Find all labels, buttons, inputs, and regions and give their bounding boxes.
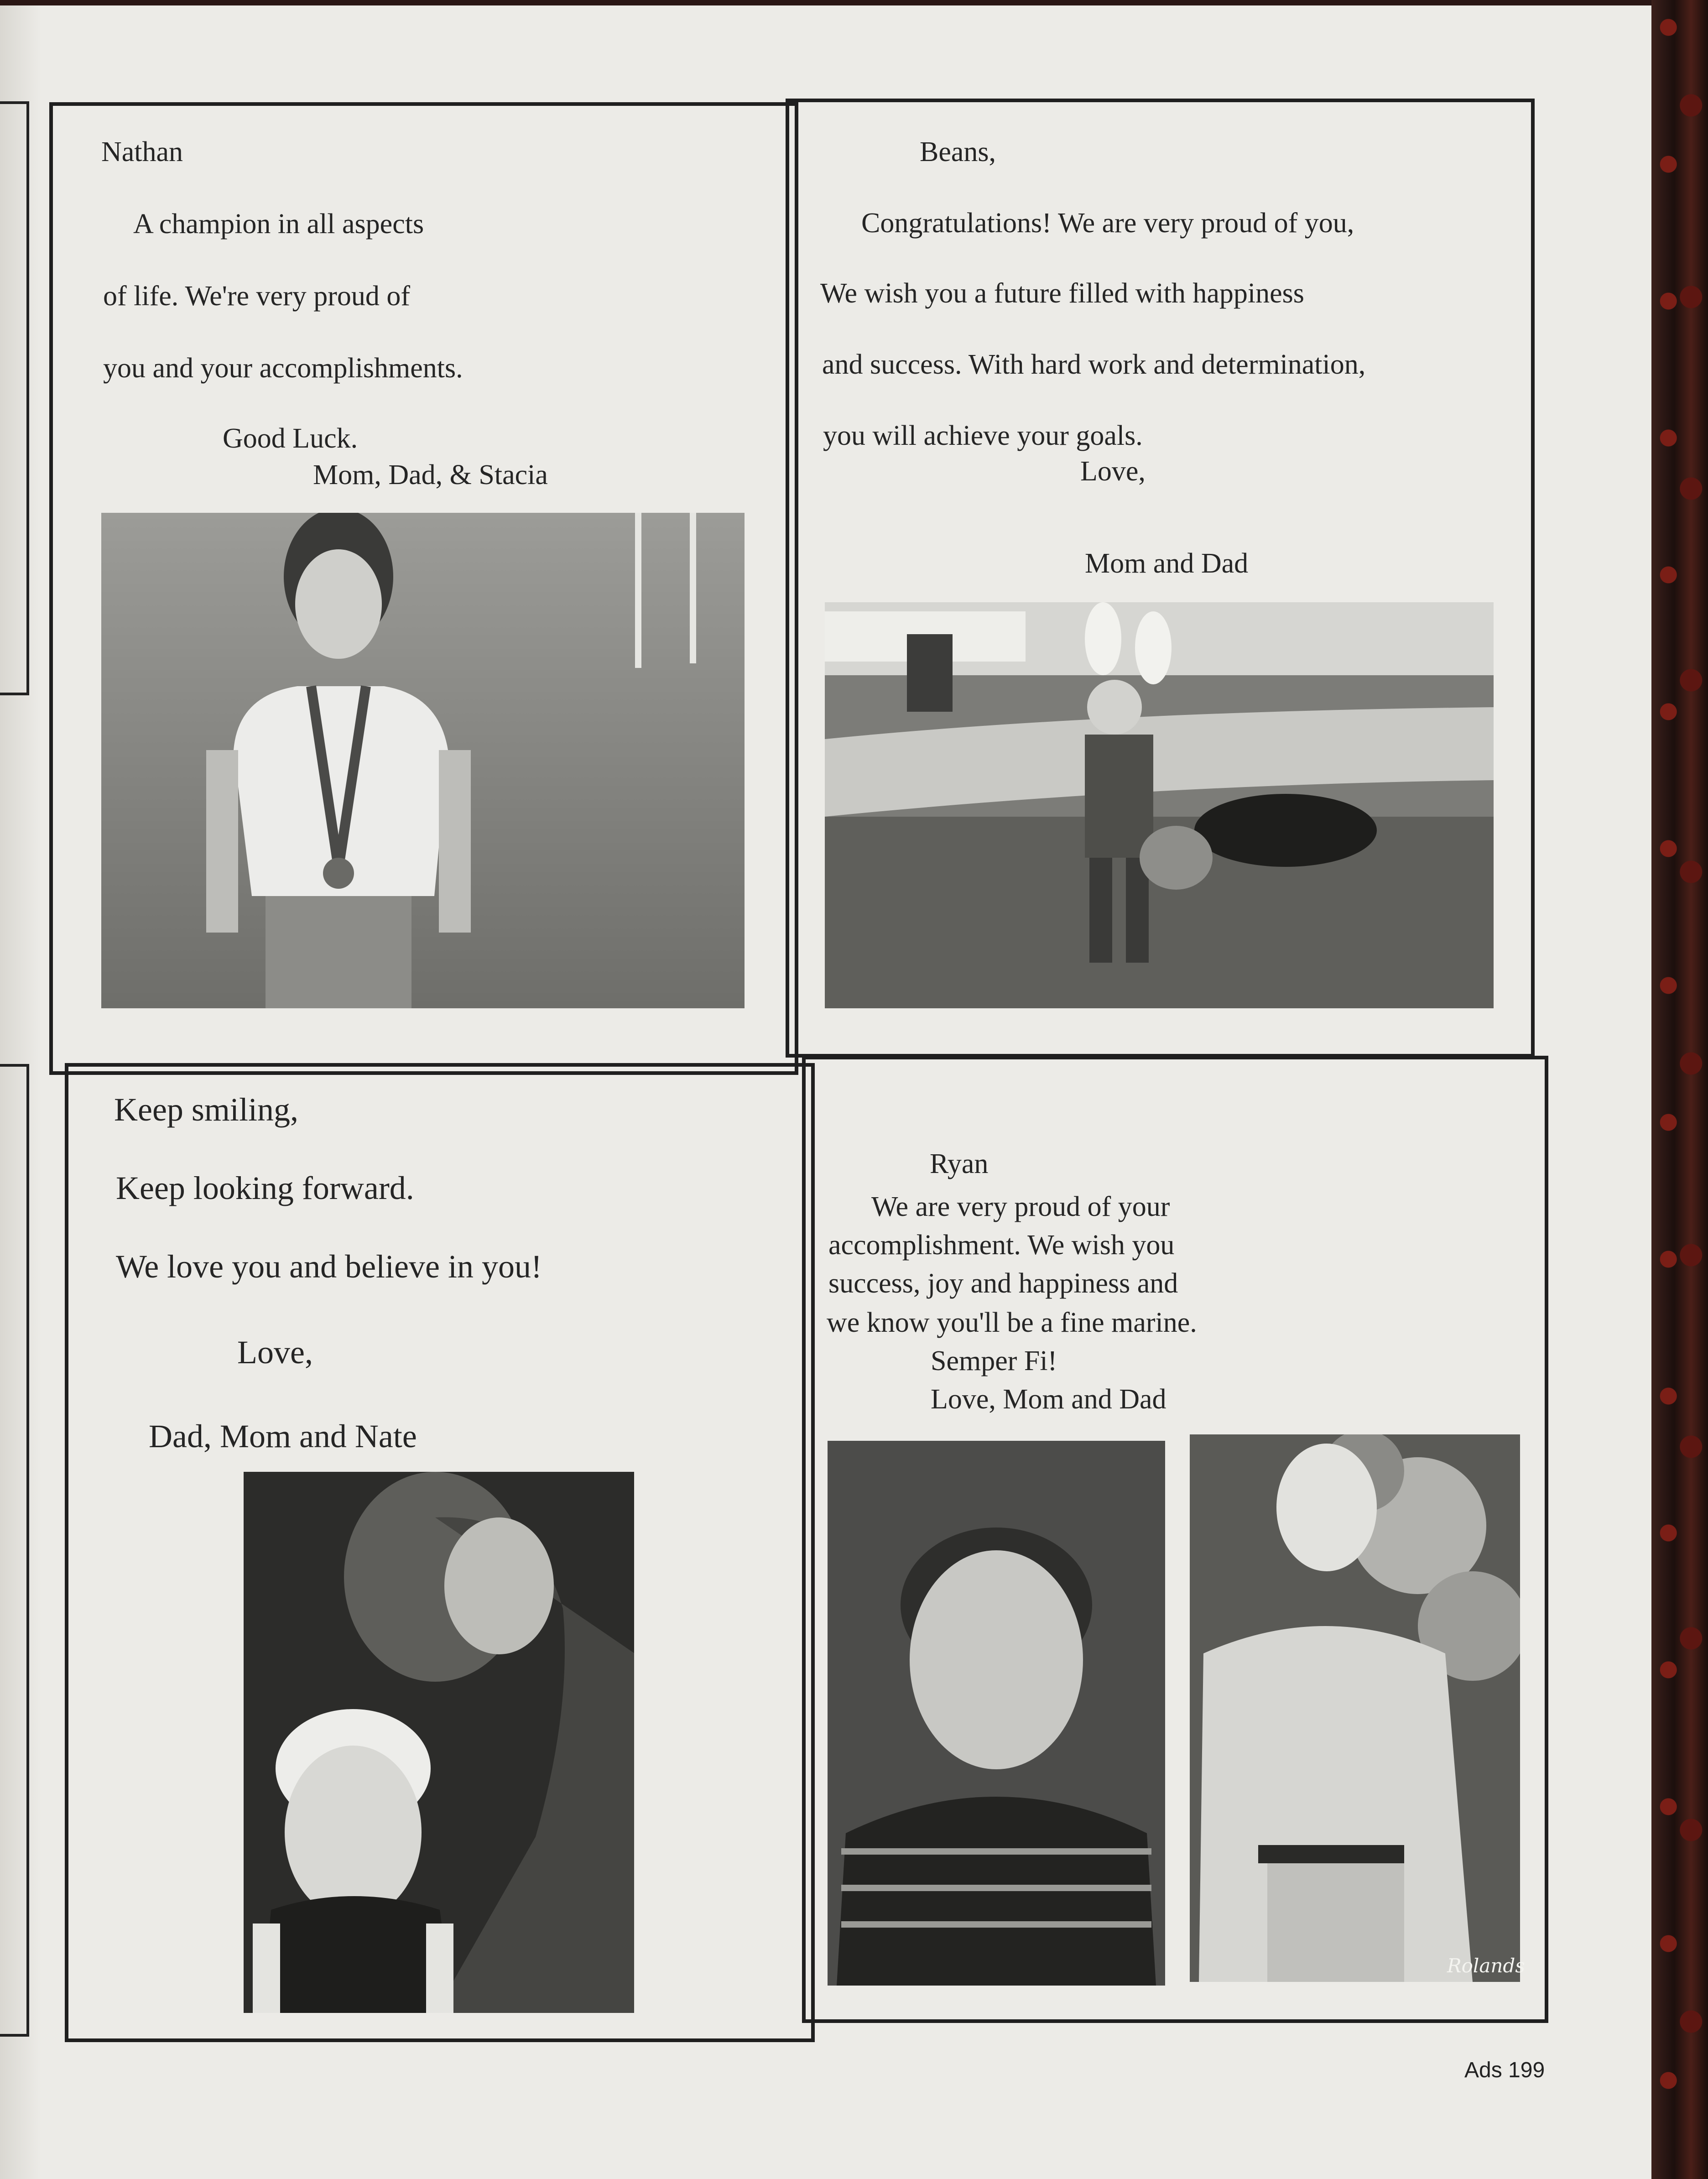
ad-signature: Dad, Mom and Nate xyxy=(149,1418,417,1454)
page-folio: Ads 199 xyxy=(1464,2058,1545,2082)
previous-page-frame-edge xyxy=(0,1064,29,2037)
ad-message-line: Keep looking forward. xyxy=(116,1170,414,1206)
ad-signature: Mom and Dad xyxy=(1085,548,1249,579)
ad-greeting: Ryan xyxy=(930,1148,989,1179)
photo-teen-portrait xyxy=(1190,1434,1520,1982)
photo-boy-with-medal-image xyxy=(101,513,745,1008)
photo-two-children xyxy=(244,1472,634,2013)
ad-message-line: we know you'll be a fine marine. xyxy=(827,1307,1197,1338)
ad-closing: Love, xyxy=(1080,456,1146,487)
ad-message-line: Congratulations! We are very proud of you, xyxy=(861,208,1354,239)
ad-message-line: We wish you a future filled with happiness xyxy=(820,278,1304,309)
ad-greeting: Beans, xyxy=(920,136,996,167)
photo-young-boy-portrait xyxy=(828,1441,1165,1986)
ad-message-line: We are very proud of your xyxy=(871,1191,1170,1222)
ad-message-line: A champion in all aspects xyxy=(133,209,424,240)
ad-message-line: success, joy and happiness and xyxy=(828,1268,1178,1299)
ad-message-line: accomplishment. We wish you xyxy=(828,1230,1175,1261)
book-binding-edge xyxy=(1651,0,1708,2179)
photo-toddler-bunny-ears xyxy=(825,602,1494,1008)
ad-closing: Love, xyxy=(237,1334,313,1371)
ad-message-line: Keep smiling, xyxy=(114,1091,298,1128)
ad-message-line: and success. With hard work and determination, xyxy=(822,349,1366,380)
photo-young-boy-portrait-image xyxy=(828,1441,1165,1986)
ad-message-line: We love you and believe in you! xyxy=(116,1248,542,1285)
previous-page-frame-edge xyxy=(0,101,29,695)
photo-studio-watermark: Rolands xyxy=(1447,1955,1525,1977)
ad-signature: Mom, Dad, & Stacia xyxy=(313,459,548,490)
photo-toddler-bunny-ears-image xyxy=(825,602,1494,1008)
ad-signature: Love, Mom and Dad xyxy=(931,1384,1166,1415)
ad-greeting: Nathan xyxy=(101,136,183,167)
ad-closing: Good Luck. xyxy=(223,423,358,454)
photo-teen-portrait-image xyxy=(1190,1434,1520,1982)
photo-two-children-image xyxy=(244,1472,634,2013)
ad-closing: Semper Fi! xyxy=(931,1345,1057,1376)
yearbook-page xyxy=(0,5,1651,2179)
ad-message-line: you and your accomplishments. xyxy=(103,353,463,384)
photo-boy-with-medal xyxy=(101,513,745,1008)
ad-message-line: of life. We're very proud of xyxy=(103,281,411,312)
ad-message-line: you will achieve your goals. xyxy=(823,420,1143,451)
